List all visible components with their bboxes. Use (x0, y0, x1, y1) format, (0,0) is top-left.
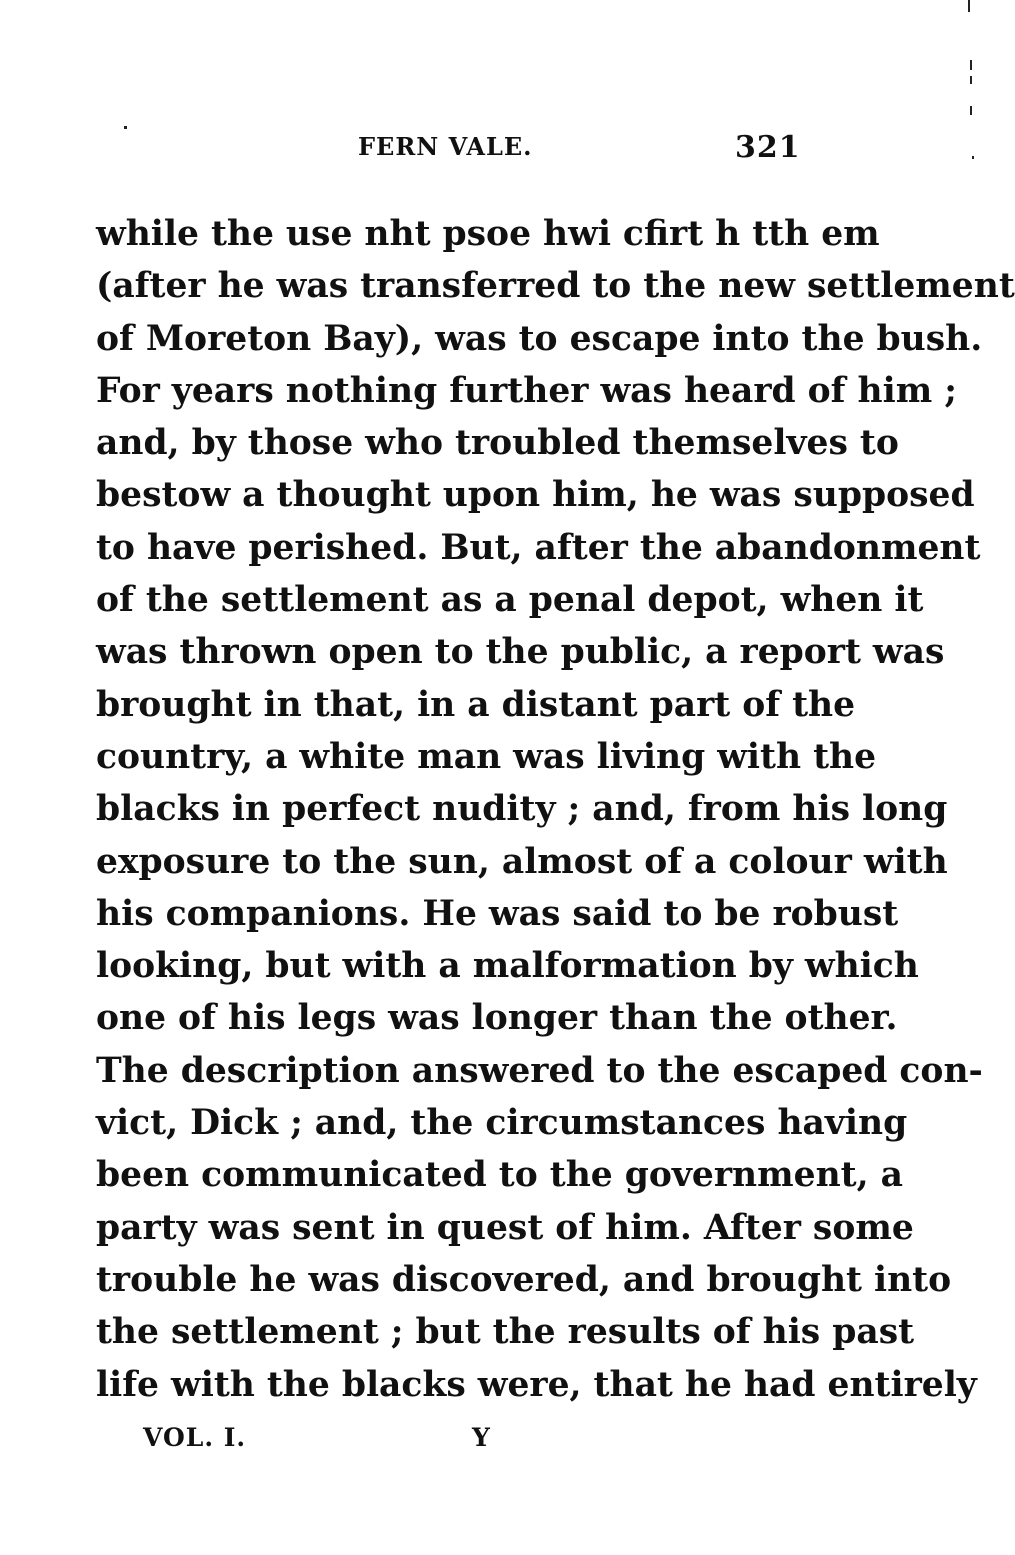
scan-speck (970, 76, 972, 84)
text-line: looking, but with a malformation by which (96, 946, 919, 987)
text-line: brought in that, in a distant part of the (96, 684, 856, 725)
text-line: For years nothing further was heard of him ; (96, 370, 957, 411)
scan-speck (970, 60, 972, 70)
text-line: blacks in perfect nudity ; and, from his long (96, 789, 948, 830)
scan-speck (972, 156, 974, 159)
text-line: vict, Dick ; and, the circumstances having (96, 1103, 908, 1144)
text-line: exposure to the sun, almost of a colour with (96, 841, 948, 882)
text-line: life with the blacks were, that he had entirely (96, 1364, 977, 1405)
text-line: (after he was transferred to the new settlement (96, 266, 1015, 307)
running-head: FERN VALE. (358, 132, 533, 161)
volume-label: VOL. I. (143, 1423, 247, 1452)
scan-speck (970, 106, 972, 115)
text-line: to have perished. But, after the abandonment (96, 527, 981, 568)
text-line: one of his legs was longer than the other. (96, 998, 898, 1039)
text-line: country, a white man was living with the (96, 736, 877, 777)
page-number: 321 (735, 130, 801, 165)
text-line: his companions. He was said to be robust (96, 893, 899, 934)
text-line: of Moreton Bay), was to escape into the bush. (96, 318, 983, 359)
scan-speck (968, 0, 970, 12)
text-line: trouble he was discovered, and brought into (96, 1259, 952, 1300)
text-line: of the settlement as a penal depot, when it (96, 580, 924, 621)
text-line: bestow a thought upon him, he was supposed (96, 475, 975, 516)
text-line: and, by those who troubled themselves to (96, 423, 899, 464)
text-line: while the use nht psoe hwi cfirt h tth em (96, 214, 880, 254)
body-text (96, 208, 1015, 1411)
signature-mark: Y (472, 1423, 490, 1452)
scan-speck (124, 126, 127, 129)
text-line: party was sent in quest of him. After some (96, 1207, 914, 1248)
text-line: The description answered to the escaped con- (96, 1050, 983, 1091)
text-line: was thrown open to the public, a report was (96, 632, 945, 673)
text-line: the settlement ; but the results of his past (96, 1312, 915, 1353)
text-line: been communicated to the government, a (96, 1155, 903, 1196)
